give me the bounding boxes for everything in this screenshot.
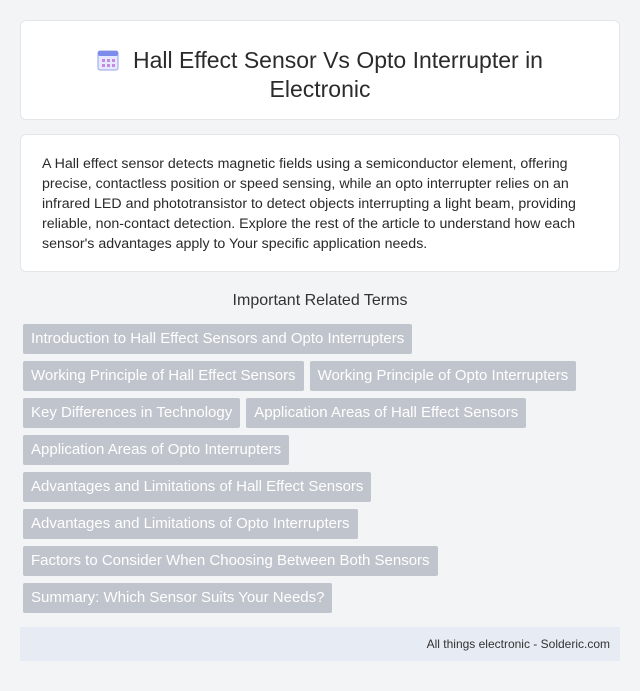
term-row (23, 435, 623, 472)
term-row (23, 509, 623, 546)
term-row (23, 583, 623, 620)
term-row (23, 398, 623, 435)
summary-text: A Hall effect sensor detects magnetic fields using a semiconductor element, offering precise, contactless position or speed sensing, while an opto interrupter relies on an infrared LED and phototransistor to detect objects interrupting a light beam, providing reliable, non-contact detection. Explore the rest of the article to understand how each sensor's advantages apply to Your specific application needs. (42, 156, 576, 252)
term-row (23, 546, 623, 583)
term-tag[interactable]: Summary: Which Sensor Suits Your Needs? (23, 583, 332, 613)
term-row (23, 324, 623, 361)
title-line-1: Hall Effect Sensor Vs Opto Interrupter in (133, 47, 543, 73)
footer (20, 627, 620, 661)
related-terms-list (23, 324, 623, 620)
term-tag[interactable]: Working Principle of Hall Effect Sensors (23, 361, 304, 391)
term-tag[interactable]: Application Areas of Hall Effect Sensors (246, 398, 526, 428)
term-row (23, 361, 623, 398)
calendar-icon (97, 49, 119, 71)
term-tag[interactable]: Working Principle of Opto Interrupters (310, 361, 577, 391)
term-tag[interactable]: Application Areas of Opto Interrupters (23, 435, 289, 465)
term-tag[interactable]: Key Differences in Technology (23, 398, 240, 428)
footer-text[interactable]: All things electronic - Solderic.com (426, 637, 610, 651)
page-title (21, 46, 619, 104)
term-tag[interactable]: Introduction to Hall Effect Sensors and Opto Interrupters (23, 324, 412, 354)
related-terms-heading: Important Related Terms (232, 292, 408, 309)
term-row (23, 472, 623, 509)
title-line-2: Electronic (269, 76, 371, 102)
header-card (20, 20, 620, 120)
term-tag[interactable]: Factors to Consider When Choosing Between Both Sensors (23, 546, 438, 576)
term-tag[interactable]: Advantages and Limitations of Hall Effect Sensors (23, 472, 371, 502)
summary-card (20, 134, 620, 272)
term-tag[interactable]: Advantages and Limitations of Opto Interrupters (23, 509, 358, 539)
